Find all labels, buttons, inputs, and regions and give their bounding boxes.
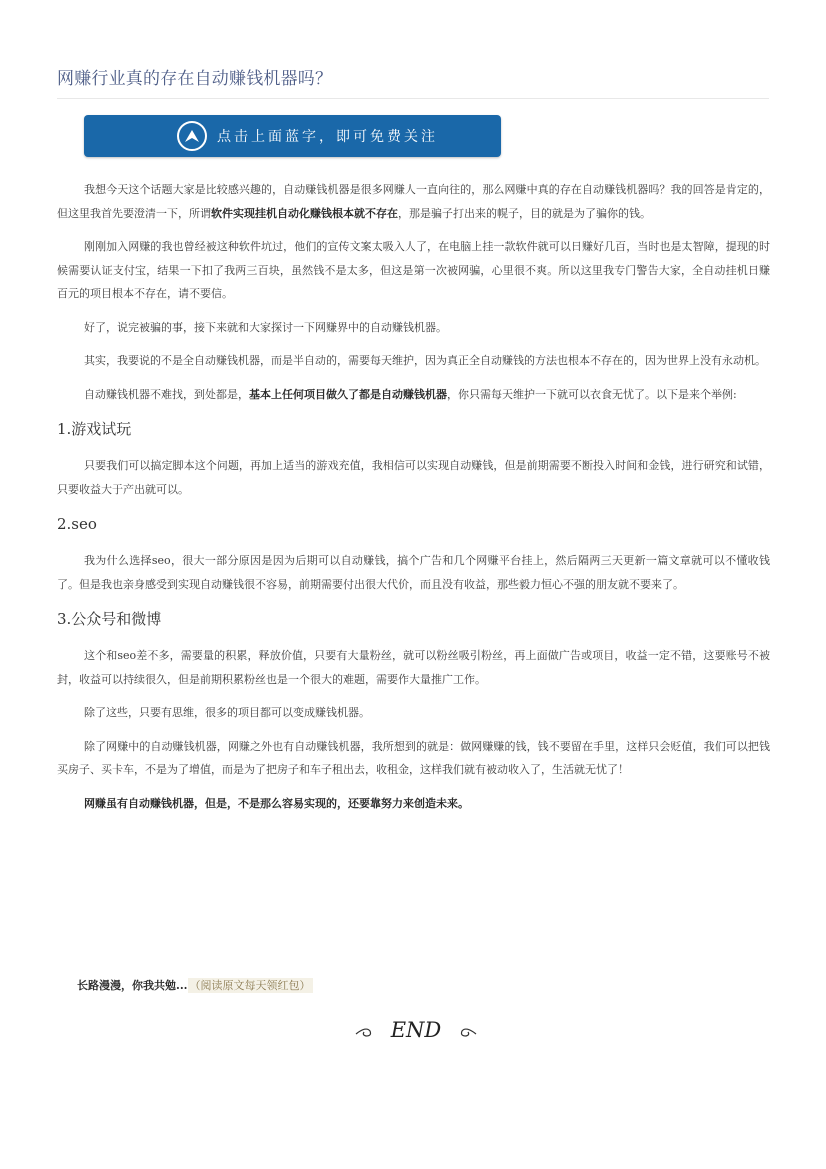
emphasis-text: 基本上任何项目做久了都是自动赚钱机器 bbox=[249, 387, 447, 401]
paragraph: 刚刚加入网赚的我也曾经被这种软件坑过，他们的宣传文案太吸入人了，在电脑上挂一款软件就可以日赚好几百，当时也是太智障，提现的时候需要认证支付宝，结果一下扣了我两三百块，虽然钱不是太多，但这是第一次被网骗，心里很不爽。所以这里我专门警告大家，全自动挂机日赚百元的项目根本不存在，请不要信。 bbox=[57, 240, 770, 300]
paragraph bbox=[57, 178, 770, 225]
section-heading-official-account: 3.公众号和微博 bbox=[57, 610, 162, 628]
section-heading-seo: 2.seo bbox=[57, 515, 97, 533]
article-title: 网赚行业真的存在自动赚钱机器吗？ bbox=[57, 69, 333, 89]
closing-line bbox=[77, 977, 313, 993]
end-divider bbox=[160, 1012, 672, 1046]
article-body bbox=[57, 178, 770, 825]
follow-banner-label: 点击上面蓝字，即可免费关注 bbox=[217, 129, 438, 145]
title-divider bbox=[57, 98, 769, 99]
paragraph-text: ，那是骗子打出来的幌子，目的就是为了骗你的钱。 bbox=[398, 206, 651, 220]
chevron-up-circle-icon bbox=[177, 121, 207, 151]
paragraph: 这个和seo差不多，需要量的积累，释放价值，只要有大量粉丝，就可以粉丝吸引粉丝，再上面做广告或项目，收益一定不错，这要账号不被封，收益可以持续很久，但是前期积累粉丝也是一个很大的难题，需要作大量推广工作。 bbox=[57, 649, 770, 686]
closing-text: 长路漫漫，你我共勉... bbox=[77, 979, 188, 992]
paragraph: 除了这些，只要有思维，很多的项目都可以变成赚钱机器。 bbox=[84, 706, 370, 719]
paragraph: 除了网赚中的自动赚钱机器，网赚之外也有自动赚钱机器，我所想到的就是：做网赚赚的钱，钱不要留在手里，这样只会贬值，我们可以把钱买房子、买卡车，不是为了增值，而是为了把房子和车子租出去，收租金，这样我们就有被动收入了，生活就无忧了！ bbox=[57, 739, 770, 776]
paragraph: 好了，说完被骗的事，接下来就和大家探讨一下网赚界中的自动赚钱机器。 bbox=[84, 320, 447, 334]
paragraph-text: 自动赚钱机器不难找，到处都是， bbox=[84, 387, 249, 401]
paragraph: 只要我们可以搞定脚本这个问题，再加上适当的游戏充值，我相信可以实现自动赚钱，但是前期需要不断投入时间和金钱，进行研究和试错，只要收益大于产出就可以。 bbox=[57, 459, 770, 496]
end-mark: END bbox=[390, 1018, 442, 1042]
paragraph: 我为什么选择seo，很大一部分原因是因为后期可以自动赚钱，搞个广告和几个网赚平台挂上，然后隔两三天更新一篇文章就可以不懂收钱了。但是我也亲身感受到实现自动赚钱很不容易，前期需要付出很大代价，而且没有收益，那些毅力恒心不强的朋友就不要来了。 bbox=[57, 554, 770, 591]
follow-banner[interactable] bbox=[84, 115, 501, 157]
conclusion-paragraph bbox=[57, 792, 770, 816]
paragraph: 其实，我要说的不是全自动赚钱机器，而是半自动的，需要每天维护，因为真正全自动赚钱的方法也根本不存在的，因为世界上没有永动机。 bbox=[84, 354, 766, 367]
read-original-link[interactable]: （阅读原文每天领红包） bbox=[189, 979, 311, 992]
paragraph-text: ，你只需每天维护一下就可以衣食无忧了。以下是来个举例: bbox=[447, 387, 737, 401]
emphasis-text: 软件实现挂机自动化赚钱根本就不存在 bbox=[211, 206, 398, 220]
paragraph bbox=[57, 383, 770, 407]
section-heading-game-trial: 1.游戏试玩 bbox=[57, 420, 132, 438]
paragraph-text: 我想今天这个话题大家是比较感兴趣的，自动赚钱机器是很多网赚人一直向往的，那么网赚中真的存在自动赚钱机器吗？我的回答是肯定的，但这里我首先要澄清一下，所谓 bbox=[57, 183, 770, 220]
emphasis-text: 网赚虽有自动赚钱机器，但是，不是那么容易实现的，还要靠努力来创造未来。 bbox=[84, 796, 469, 810]
